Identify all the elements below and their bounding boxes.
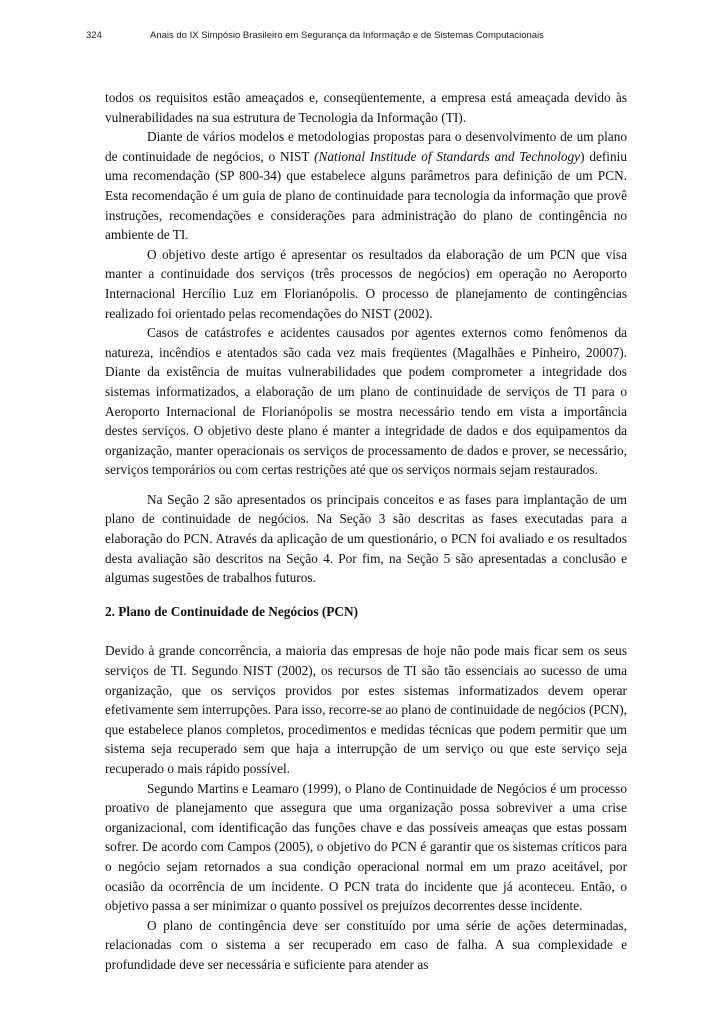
- paragraph: [105, 127, 627, 245]
- paragraph: O objetivo deste artigo é apresentar os resultados da elaboração de um PCN que visa manter a continuidade dos serviços (três processos de negócios) em operação no Aeroporto Internacional Hercílio Luz em Florianópolis. O processo de planejamento de contingências realizado foi orientado pelas recomendações do NIST (2002).: [105, 246, 627, 321]
- paragraph: Casos de catástrofes e acidentes causados por agentes externos como fenômenos da natureza, incêndios e atentados são cada vez mais freqüentes (Magalhães e Pinheiro, 20007). Diante da existência de muitas vulnerabilidades que podem comprometer a integridade dos sistemas informatizados, a elaboração de um plano de continuidade de serviços de TI para o Aeroporto Internacional de Florianópolis se mostra necessário tendo em vista a importância destes serviços. O objetivo deste plano é manter a integridade de dados e dos equipamentos da organização, manter operacionais os serviços de processamento de dados e prover, se necessário, serviços temporários ou com certas restrições até que os serviços normais sejam restaurados.: [105, 325, 627, 478]
- paragraph: Devido à grande concorrência, a maioria das empresas de hoje não pode mais ficar sem os seus serviços de TI. Segundo NIST (2002), os recursos de TI são tão essenciais ao sucesso de uma organização, que os serviços providos por estes sistemas informatizados devem operar efetivamente sem interrupções. Para isso, recorre-se ao plano de continuidade de negócios (PCN), que estabelece planos completos, procedimentos e medidas técnicas que podem permitir que um sistema seja recuperado sem que haja a interrupção de um serviço ou que este serviço seja recuperado o mais rápido possível.: [105, 643, 627, 776]
- page-number: 324: [86, 30, 102, 41]
- paragraph-text: Diante de vários modelos e metodologias propostas para o desenvolvimento de um plano de continuidade de negócios, o NIST: [105, 129, 627, 164]
- section-heading: 2. Plano de Continuidade de Negócios (PCN): [105, 603, 359, 619]
- paragraph: todos os requisitos estão ameaçados e, conseqüentemente, a empresa está ameaçada devido às vulnerabilidades na sua estrutura de Tecnologia da Informação (TI).: [105, 90, 627, 125]
- paragraph: Segundo Martins e Leamaro (1999), o Plano de Continuidade de Negócios é um processo proativo de planejamento que assegura que uma organização possa sobreviver a uma crise organizacional, com identificação das funções chave e das possíveis ameaças que estas possam sofrer. De acordo com Campos (2005), o objetivo do PCN é garantir que os sistemas críticos para o negócio sejam retornados a sua condição operacional normal em um prazo aceitável, por ocasião da ocorrência de um incidente. O PCN trata do incidente que já aconteceu. Então, o objetivo passa a ser minimizar o quanto possível os prejuízos decorrentes desse incidente.: [105, 780, 627, 914]
- nist-expansion: (National Institude of Standards and Technology: [314, 148, 581, 164]
- paragraph: O plano de contingência deve ser constituído por uma série de ações determinadas, relacionadas com o sistema a ser recuperado em caso de falha. A sua complexidade e profundidade deve ser necessária e suficiente para atender as: [105, 917, 627, 972]
- page-body: [105, 88, 627, 975]
- paragraph-text: ) definiu uma recomendação (SP 800-34) que estabelece alguns parâmetros para definição de um PCN. Esta recomendação é um guia de plano de continuidade para tecnologia da informação que provê instruções, recomendações e considerações para administração do plano de contingência no ambiente de TI.: [105, 148, 627, 243]
- running-header-title: Anais do IX Simpósio Brasileiro em Segurança da Informação e de Sistemas Computacionais: [150, 30, 544, 41]
- running-header: [0, 0, 728, 60]
- paragraph: Na Seção 2 são apresentados os principais conceitos e as fases para implantação de um plano de continuidade de negócios. Na Seção 3 são descritas as fases executadas para a elaboração do PCN. Através da aplicação de um questionário, o PCN foi avaliado e os resultados desta avaliação são descritos na Seção 4. Por fim, na Seção 5 são apresentadas a conclusão e algumas sugestões de trabalhos futuros.: [105, 491, 627, 586]
